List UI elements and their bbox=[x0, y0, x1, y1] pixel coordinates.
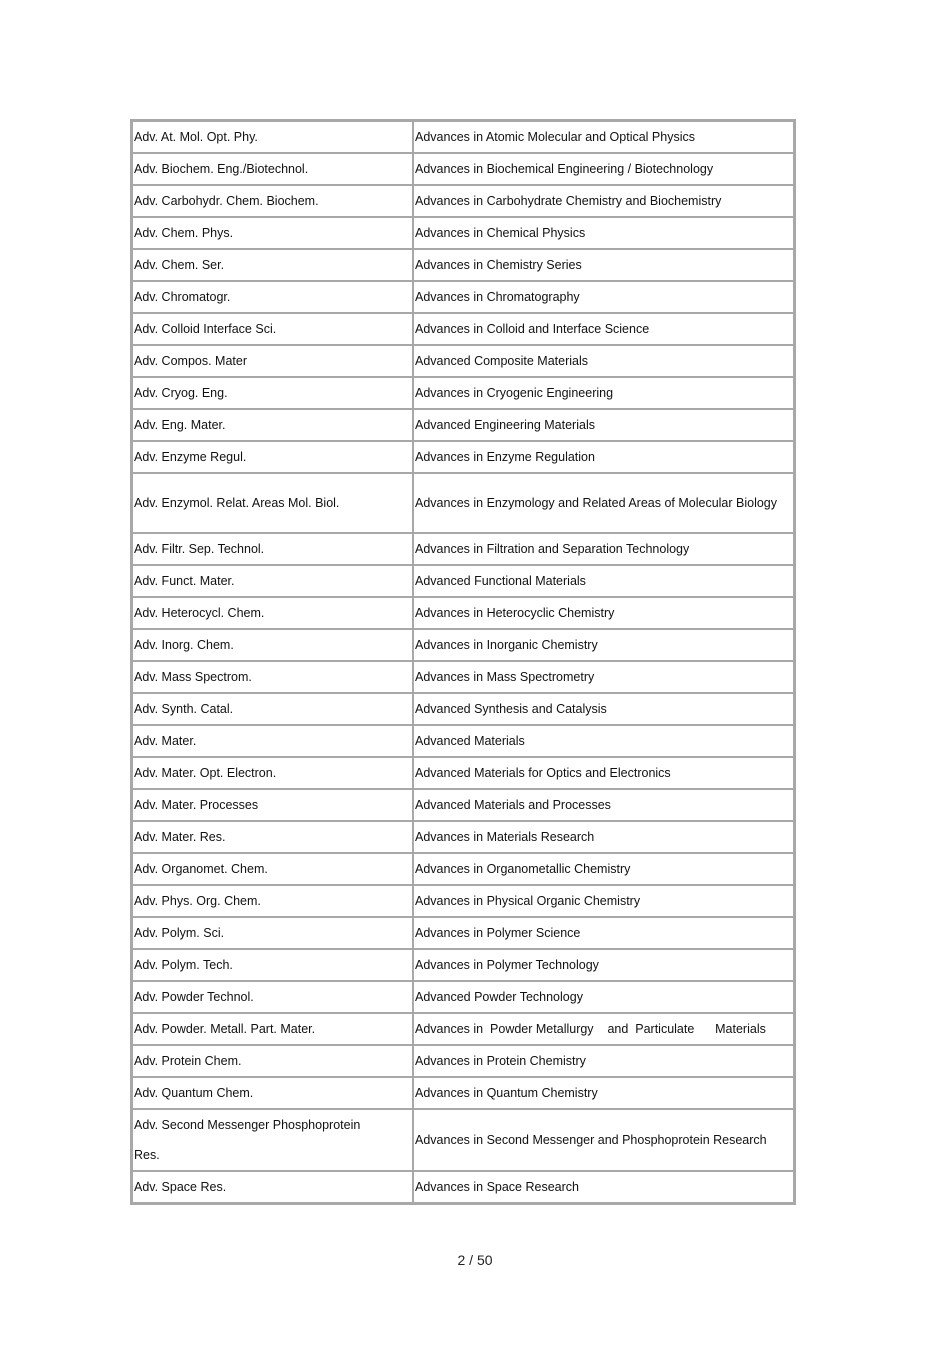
abbreviation-cell: Adv. Chem. Ser. bbox=[132, 249, 413, 281]
table-body bbox=[132, 121, 794, 1203]
abbreviation-cell: Adv. Phys. Org. Chem. bbox=[132, 885, 413, 917]
table-row bbox=[132, 821, 794, 853]
full-title-cell: Advances in Cryogenic Engineering bbox=[413, 377, 794, 409]
table-row bbox=[132, 377, 794, 409]
abbreviation-cell: Adv. Quantum Chem. bbox=[132, 1077, 413, 1109]
abbreviation-cell: Adv. Powder. Metall. Part. Mater. bbox=[132, 1013, 413, 1045]
table-row bbox=[132, 185, 794, 217]
full-title-cell: Advances in Colloid and Interface Science bbox=[413, 313, 794, 345]
abbreviation-cell: Adv. Compos. Mater bbox=[132, 345, 413, 377]
journal-abbreviation-table bbox=[130, 119, 796, 1205]
full-title-cell: Advances in Biochemical Engineering / Biotechnology bbox=[413, 153, 794, 185]
abbreviation-cell: Adv. Mater. Opt. Electron. bbox=[132, 757, 413, 789]
abbreviation-cell: Adv. Synth. Catal. bbox=[132, 693, 413, 725]
full-title-cell: Advances in Inorganic Chemistry bbox=[413, 629, 794, 661]
full-title-cell: Advanced Synthesis and Catalysis bbox=[413, 693, 794, 725]
table-row bbox=[132, 409, 794, 441]
abbreviation-cell: Adv. Funct. Mater. bbox=[132, 565, 413, 597]
full-title-cell: Advanced Materials bbox=[413, 725, 794, 757]
full-title-cell: Advances in Chemical Physics bbox=[413, 217, 794, 249]
table-row bbox=[132, 1109, 794, 1171]
table-row bbox=[132, 153, 794, 185]
abbreviation-cell: Adv. Inorg. Chem. bbox=[132, 629, 413, 661]
table-row bbox=[132, 597, 794, 629]
full-title-cell: Advances in Physical Organic Chemistry bbox=[413, 885, 794, 917]
table-row bbox=[132, 885, 794, 917]
full-title-cell: Advanced Engineering Materials bbox=[413, 409, 794, 441]
full-title-cell: Advances in Space Research bbox=[413, 1171, 794, 1203]
full-title-cell: Advances in Second Messenger and Phosphoprotein Research bbox=[413, 1109, 794, 1171]
table-row bbox=[132, 533, 794, 565]
abbreviation-cell: Adv. Polym. Sci. bbox=[132, 917, 413, 949]
table-row bbox=[132, 565, 794, 597]
abbreviation-cell: Adv. Protein Chem. bbox=[132, 1045, 413, 1077]
full-title-cell: Advances in Protein Chemistry bbox=[413, 1045, 794, 1077]
full-title-cell: Advances in Polymer Science bbox=[413, 917, 794, 949]
table-row bbox=[132, 1045, 794, 1077]
table-row bbox=[132, 789, 794, 821]
abbreviation-cell: Adv. Mater. Res. bbox=[132, 821, 413, 853]
full-title-cell: Advances in Quantum Chemistry bbox=[413, 1077, 794, 1109]
abbreviation-cell: Adv. Eng. Mater. bbox=[132, 409, 413, 441]
table-row bbox=[132, 1171, 794, 1203]
abbreviation-cell: Adv. Enzyme Regul. bbox=[132, 441, 413, 473]
table-row bbox=[132, 853, 794, 885]
abbreviation-cell: Adv. Biochem. Eng./Biotechnol. bbox=[132, 153, 413, 185]
abbreviation-cell: Adv. Mater. Processes bbox=[132, 789, 413, 821]
abbreviation-cell: Adv. At. Mol. Opt. Phy. bbox=[132, 121, 413, 153]
abbreviation-cell: Adv. Carbohydr. Chem. Biochem. bbox=[132, 185, 413, 217]
abbreviation-cell: Adv. Space Res. bbox=[132, 1171, 413, 1203]
full-title-cell: Advances in Powder Metallurgy and Particulate Materials bbox=[413, 1013, 794, 1045]
table-row bbox=[132, 121, 794, 153]
abbreviation-cell: Adv. Polym. Tech. bbox=[132, 949, 413, 981]
full-title-cell: Advances in Chromatography bbox=[413, 281, 794, 313]
page-number: 2 / 50 bbox=[457, 1252, 493, 1268]
full-title-cell: Advances in Atomic Molecular and Optical Physics bbox=[413, 121, 794, 153]
table-row bbox=[132, 313, 794, 345]
full-title-cell: Advanced Functional Materials bbox=[413, 565, 794, 597]
full-title-cell: Advances in Materials Research bbox=[413, 821, 794, 853]
table-row bbox=[132, 981, 794, 1013]
table-row bbox=[132, 917, 794, 949]
table-row bbox=[132, 693, 794, 725]
table-row bbox=[132, 1013, 794, 1045]
full-title-cell: Advances in Enzyme Regulation bbox=[413, 441, 794, 473]
full-title-cell: Advances in Chemistry Series bbox=[413, 249, 794, 281]
abbreviation-cell: Adv. Heterocycl. Chem. bbox=[132, 597, 413, 629]
full-title-cell: Advances in Filtration and Separation Technology bbox=[413, 533, 794, 565]
abbreviation-cell: Adv. Enzymol. Relat. Areas Mol. Biol. bbox=[132, 473, 413, 533]
table-row bbox=[132, 949, 794, 981]
full-title-cell: Advances in Carbohydrate Chemistry and Biochemistry bbox=[413, 185, 794, 217]
abbreviation-cell: Adv. Chem. Phys. bbox=[132, 217, 413, 249]
full-title-cell: Advanced Composite Materials bbox=[413, 345, 794, 377]
abbreviation-cell: Adv. Mass Spectrom. bbox=[132, 661, 413, 693]
table-row bbox=[132, 217, 794, 249]
full-title-cell: Advanced Materials for Optics and Electronics bbox=[413, 757, 794, 789]
table-row bbox=[132, 757, 794, 789]
full-title-cell: Advances in Mass Spectrometry bbox=[413, 661, 794, 693]
abbreviation-cell: Adv. Cryog. Eng. bbox=[132, 377, 413, 409]
table-row bbox=[132, 281, 794, 313]
table-row bbox=[132, 345, 794, 377]
full-title-cell: Advances in Organometallic Chemistry bbox=[413, 853, 794, 885]
full-title-cell: Advances in Heterocyclic Chemistry bbox=[413, 597, 794, 629]
table-row bbox=[132, 661, 794, 693]
table-row bbox=[132, 473, 794, 533]
table-row bbox=[132, 441, 794, 473]
abbreviation-cell: Adv. Organomet. Chem. bbox=[132, 853, 413, 885]
abbreviation-cell: Adv. Mater. bbox=[132, 725, 413, 757]
table-row bbox=[132, 629, 794, 661]
abbreviation-cell: Adv. Colloid Interface Sci. bbox=[132, 313, 413, 345]
full-title-cell: Advanced Materials and Processes bbox=[413, 789, 794, 821]
table-row bbox=[132, 1077, 794, 1109]
full-title-cell: Advances in Polymer Technology bbox=[413, 949, 794, 981]
full-title-cell: Advances in Enzymology and Related Areas of Molecular Biology bbox=[413, 473, 794, 533]
abbreviation-cell: Adv. Second Messenger Phosphoprotein Res. bbox=[132, 1109, 413, 1171]
table-row bbox=[132, 725, 794, 757]
full-title-cell: Advanced Powder Technology bbox=[413, 981, 794, 1013]
table-row bbox=[132, 249, 794, 281]
abbreviation-cell: Adv. Chromatogr. bbox=[132, 281, 413, 313]
abbreviation-cell: Adv. Filtr. Sep. Technol. bbox=[132, 533, 413, 565]
abbreviation-cell: Adv. Powder Technol. bbox=[132, 981, 413, 1013]
